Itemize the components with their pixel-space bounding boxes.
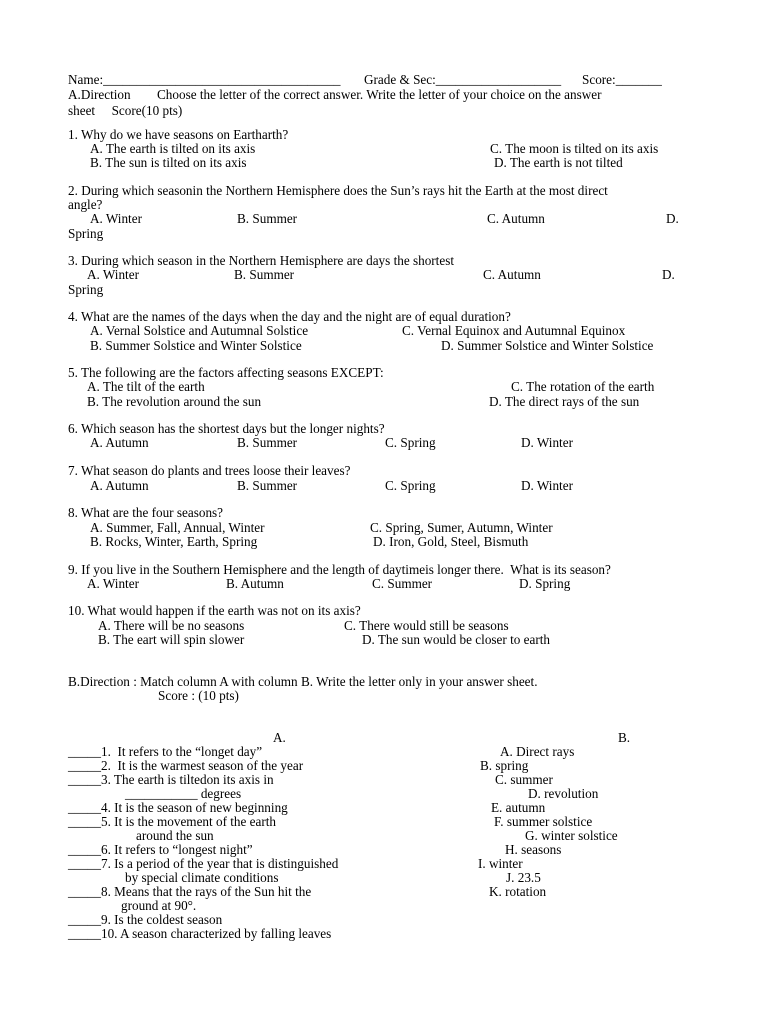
question-2-stem: 2. During which seasonin the Northern Hemisphere does the Sun’s rays hit the Earth at the most direct: [68, 183, 608, 198]
question-1-option-b: B. The sun is tilted on its axis: [90, 155, 247, 170]
question-10-option-b: B. The eart will spin slower: [98, 632, 245, 647]
question-1-option-d: D. The earth is not tilted: [494, 155, 623, 170]
question-3-option-d: D.: [662, 267, 675, 282]
question-5-option-d: D. The direct rays of the sun: [489, 394, 640, 409]
question-10-option-c: C. There would still be seasons: [344, 618, 509, 633]
question-10-option-d: D. The sun would be closer to earth: [362, 632, 550, 647]
choice-k: K. rotation: [489, 884, 547, 899]
matching-item-2: _____2. It is the warmest season of the year: [68, 758, 304, 773]
question-8-stem: 8. What are the four seasons?: [68, 505, 224, 520]
question-6-option-b: B. Summer: [237, 435, 298, 450]
matching-item-3-cont: ___________ degrees: [125, 786, 242, 801]
question-8-option-c: C. Spring, Sumer, Autumn, Winter: [370, 520, 553, 535]
question-8-option-b: B. Rocks, Winter, Earth, Spring: [90, 534, 258, 549]
question-9-option-b: B. Autumn: [226, 576, 284, 591]
score-field: Score:_______: [582, 72, 662, 87]
column-a-header: A.: [273, 730, 286, 745]
choice-b: B. spring: [480, 758, 529, 773]
question-5-stem: 5. The following are the factors affecting seasons EXCEPT:: [68, 365, 384, 380]
question-1-stem: 1. Why do we have seasons on Eartharth?: [68, 127, 289, 142]
question-4-option-d: D. Summer Solstice and Winter Solstice: [441, 338, 654, 353]
question-10-option-a: A. There will be no seasons: [98, 618, 245, 633]
question-6-stem: 6. Which season has the shortest days but the longer nights?: [68, 421, 385, 436]
question-7-option-d: D. Winter: [521, 478, 573, 493]
question-9-option-d: D. Spring: [519, 576, 571, 591]
question-4-option-a: A. Vernal Solstice and Autumnal Solstice: [90, 323, 309, 338]
question-4-option-b: B. Summer Solstice and Winter Solstice: [90, 338, 302, 353]
direction-a-line-1: A.Direction Choose the letter of the correct answer. Write the letter of your choice on the answer: [68, 87, 602, 102]
question-2-stem-cont: angle?: [68, 197, 103, 212]
question-7-option-a: A. Autumn: [90, 478, 149, 493]
question-6-option-a: A. Autumn: [90, 435, 149, 450]
question-7-option-b: B. Summer: [237, 478, 298, 493]
question-5-option-c: C. The rotation of the earth: [511, 379, 655, 394]
direction-b-score: Score : (10 pts): [158, 688, 239, 703]
matching-item-8: _____8. Means that the rays of the Sun hit the: [68, 884, 312, 899]
question-8-option-d: D. Iron, Gold, Steel, Bismuth: [373, 534, 529, 549]
matching-item-9: _____9. Is the coldest season: [68, 912, 223, 927]
question-5-option-a: A. The tilt of the earth: [87, 379, 205, 394]
choice-d: D. revolution: [528, 786, 599, 801]
question-2-option-a: A. Winter: [90, 211, 142, 226]
question-10-stem: 10. What would happen if the earth was not on its axis?: [68, 603, 361, 618]
question-2-option-b: B. Summer: [237, 211, 298, 226]
question-3-stem: 3. During which season in the Northern Hemisphere are days the shortest: [68, 253, 454, 268]
matching-item-5-cont: around the sun: [136, 828, 214, 843]
question-3-option-c: C. Autumn: [483, 267, 541, 282]
matching-item-7: _____7. Is a period of the year that is distinguished: [68, 856, 339, 871]
question-8-option-a: A. Summer, Fall, Annual, Winter: [90, 520, 265, 535]
grade-section-field: Grade & Sec:___________________: [364, 72, 562, 87]
question-1-option-c: C. The moon is tilted on its axis: [490, 141, 659, 156]
question-4-option-c: C. Vernal Equinox and Autumnal Equinox: [402, 323, 626, 338]
choice-f: F. summer solstice: [494, 814, 593, 829]
direction-a-line-2: sheet Score(10 pts): [68, 103, 183, 118]
matching-item-3: _____3. The earth is tiltedon its axis in: [68, 772, 274, 787]
question-1-option-a: A. The earth is tilted on its axis: [90, 141, 256, 156]
matching-item-1: _____1. It refers to the “longet day”: [68, 744, 263, 759]
matching-item-4: _____4. It is the season of new beginning: [68, 800, 288, 815]
name-field: Name:____________________________________: [68, 72, 341, 87]
choice-c: C. summer: [495, 772, 553, 787]
question-2-option-d-cont: Spring: [68, 226, 104, 241]
question-7-option-c: C. Spring: [385, 478, 436, 493]
choice-e: E. autumn: [491, 800, 546, 815]
question-5-option-b: B. The revolution around the sun: [87, 394, 262, 409]
matching-item-10: _____10. A season characterized by falling leaves: [68, 926, 332, 941]
question-2-option-d: D.: [666, 211, 679, 226]
matching-item-8-cont: ground at 90°.: [121, 898, 197, 913]
choice-a: A. Direct rays: [500, 744, 575, 759]
choice-g: G. winter solstice: [525, 828, 618, 843]
matching-item-7-cont: by special climate conditions: [125, 870, 279, 885]
question-2-option-c: C. Autumn: [487, 211, 545, 226]
question-9-option-a: A. Winter: [87, 576, 139, 591]
column-b-header: B.: [618, 730, 631, 745]
choice-i: I. winter: [478, 856, 523, 871]
question-3-option-b: B. Summer: [234, 267, 295, 282]
question-6-option-d: D. Winter: [521, 435, 573, 450]
question-3-option-d-cont: Spring: [68, 282, 104, 297]
matching-item-5: _____5. It is the movement of the earth: [68, 814, 277, 829]
question-3-option-a: A. Winter: [87, 267, 139, 282]
question-9-option-c: C. Summer: [372, 576, 433, 591]
matching-item-6: _____6. It refers to “longest night”: [68, 842, 253, 857]
choice-h: H. seasons: [505, 842, 562, 857]
direction-b-line-1: B.Direction : Match column A with column B. Write the letter only in your answer sheet.: [68, 674, 538, 689]
question-4-stem: 4. What are the names of the days when the day and the night are of equal duration?: [68, 309, 511, 324]
question-6-option-c: C. Spring: [385, 435, 436, 450]
question-7-stem: 7. What season do plants and trees loose their leaves?: [68, 463, 351, 478]
choice-j: J. 23.5: [506, 870, 541, 885]
question-9-stem: 9. If you live in the Southern Hemisphere and the length of daytimeis longer there. What is its season?: [68, 562, 611, 577]
